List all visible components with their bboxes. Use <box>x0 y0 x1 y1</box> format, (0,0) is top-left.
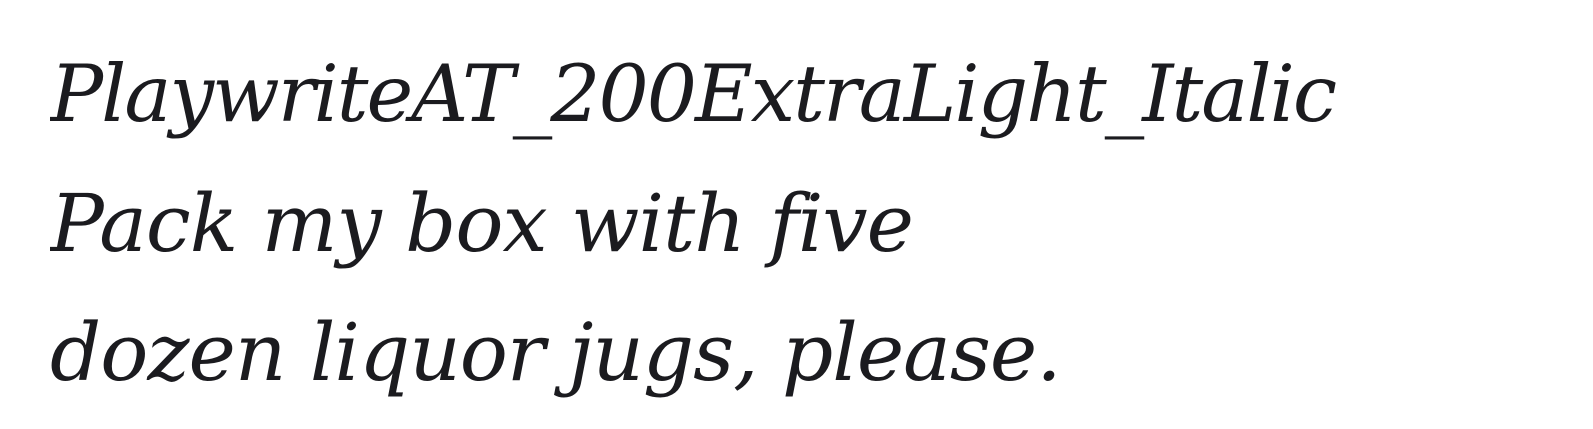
font-name-heading: PlaywriteAT_200ExtraLight_Italic <box>50 48 1336 140</box>
font-specimen <box>50 30 1570 417</box>
sample-text-line-1: Pack my box with five <box>50 177 913 270</box>
sample-text-line-2: dozen liquor jugs, please. <box>50 306 1061 399</box>
